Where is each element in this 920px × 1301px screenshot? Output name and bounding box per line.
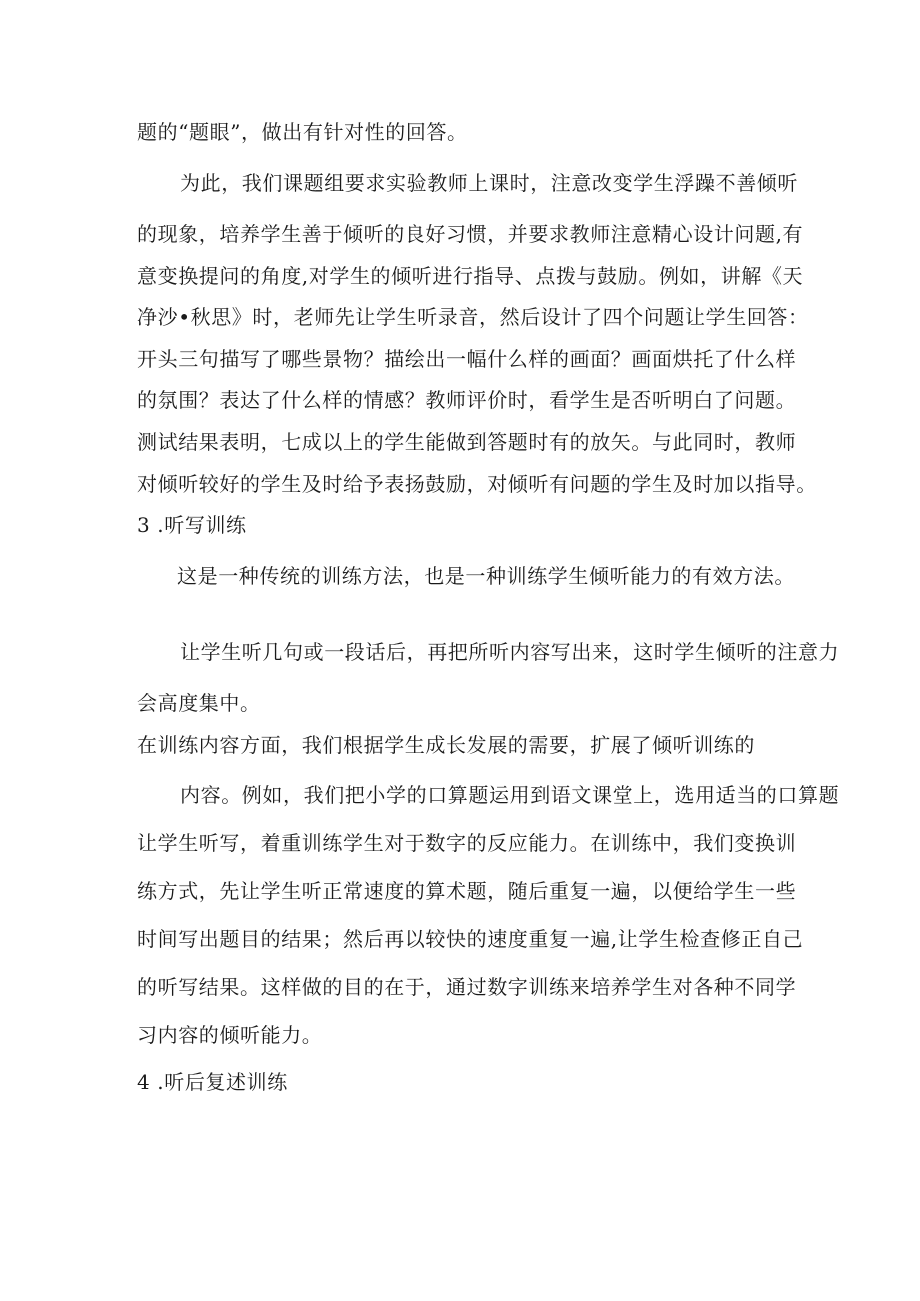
paragraph-first-line: 内容。例如，我们把小学的口算题运用到语文课堂上，选用适当的口算题 [180, 783, 840, 807]
text-line: 习内容的倾听能力。 [137, 1023, 323, 1047]
text-line: 开头三句描写了哪些景物？描绘出一幅什么样的画面？画面烘托了什么样 [137, 347, 797, 371]
text-line: 时间写出题目的结果；然后再以较快的速度重复一遍,让学生检查修正自己 [137, 927, 804, 951]
text-line: 在训练内容方面，我们根据学生成长发展的需要，扩展了倾听训练的 [137, 733, 755, 757]
text-line: 题的“题眼”，做出有针对性的回答。 [137, 120, 468, 144]
text-line: 让学生听写，着重训练学生对于数字的反应能力。在训练中，我们变换训 [137, 831, 797, 855]
text-line: 会高度集中。 [137, 691, 261, 715]
paragraph-first-line: 让学生听几句或一段话后，再把所听内容写出来，这时学生倾听的注意力 [180, 640, 840, 664]
text-line: 的氛围？表达了什么样的情感？教师评价时，看学生是否听明白了问题。 [137, 388, 797, 412]
section-heading: 这是一种传统的训练方法，也是一种训练学生倾听能力的有效方法。 [177, 564, 795, 588]
text-line: 4 .听后复述训练 [137, 1070, 288, 1094]
text-line: 对倾听较好的学生及时给予表扬鼓励，对倾听有问题的学生及时加以指导。 [137, 472, 817, 496]
text-line: 3 .听写训练 [137, 513, 247, 537]
text-line: 的现象，培养学生善于倾听的良好习惯，并要求教师注意精心设计问题,有 [137, 222, 804, 246]
text-line: 练方式，先让学生听正常速度的算术题，随后重复一遍，以便给学生一些 [137, 879, 797, 903]
text-line: 意变换提问的角度,对学生的倾听进行指导、点拨与鼓励。例如，讲解《天 [137, 264, 804, 288]
text-line: 净沙•秋思》时，老师先让学生听录音，然后设计了四个问题让学生回答： [137, 305, 809, 329]
text-line: 的听写结果。这样做的目的在于，通过数字训练来培养学生对各种不同学 [137, 975, 797, 999]
paragraph-first-line: 为此，我们课题组要求实验教师上课时，注意改变学生浮躁不善倾听 [180, 171, 798, 195]
text-line: 测试结果表明，七成以上的学生能做到答题时有的放矢。与此同时，教师 [137, 430, 797, 454]
